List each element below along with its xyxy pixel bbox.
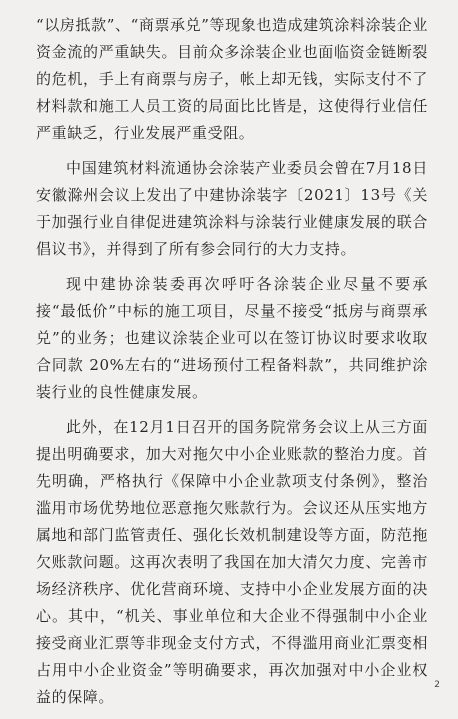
paragraph-4: 此外，在12月1日召开的国务院常务会议上从三方面提出明确要求，加大对拖欠中小企业账款的整治力度。首先明确，严格执行《保障中小企业款项支付条例》，整治滥用市场优势地位恶意拖欠账款行为。会议还从压实地方属地和部门监管责任、强化长效机制建设等方面，防范拖欠账款问题。这再次表明了我国在加大清欠力度、完善市场经济秩序、优化营商环境、支持中小企业发展方面的决心。其中，“机关、事业单位和大企业不得强制中小企业接受商业汇票等非现金支付方式，不得滥用商业汇票变相占用中小企业资金”等明确要求，再次加强对中小企业权益的保障。	[36, 418, 428, 706]
page-number: 2	[434, 680, 440, 690]
document-body	[36, 12, 428, 719]
paragraph-1: “以房抵款”、“商票承兑”等现象也造成建筑涂料涂装企业资金流的严重缺失。目前众多涂装企业也面临资金链断裂的危机，手上有商票与房子，帐上却无钱，实际支付不了材料款和施工人员工资的局面比比皆是，这使得行业信任严重缺乏，行业发展严重受阻。	[36, 16, 428, 142]
paragraph-3: 现中建协涂装委再次呼吁各涂装企业尽量不要承接“最低价”中标的施工项目，尽量不接受“抵房与商票承兑”的业务；也建议涂装企业可以在签订协议时要求收取合同款 20%左右的“进场预付工程备料款”，共同维护涂装行业的良性健康发展。	[36, 275, 428, 401]
paragraph-2: 中国建筑材料流通协会涂装产业委员会曾在7月18日安徽滁州会议上发出了中建协涂装字〔2021〕13号《关于加强行业自律促进建筑涂料与涂装行业健康发展的联合倡议书》，并得到了所有参会同行的大力支持。	[36, 159, 428, 258]
